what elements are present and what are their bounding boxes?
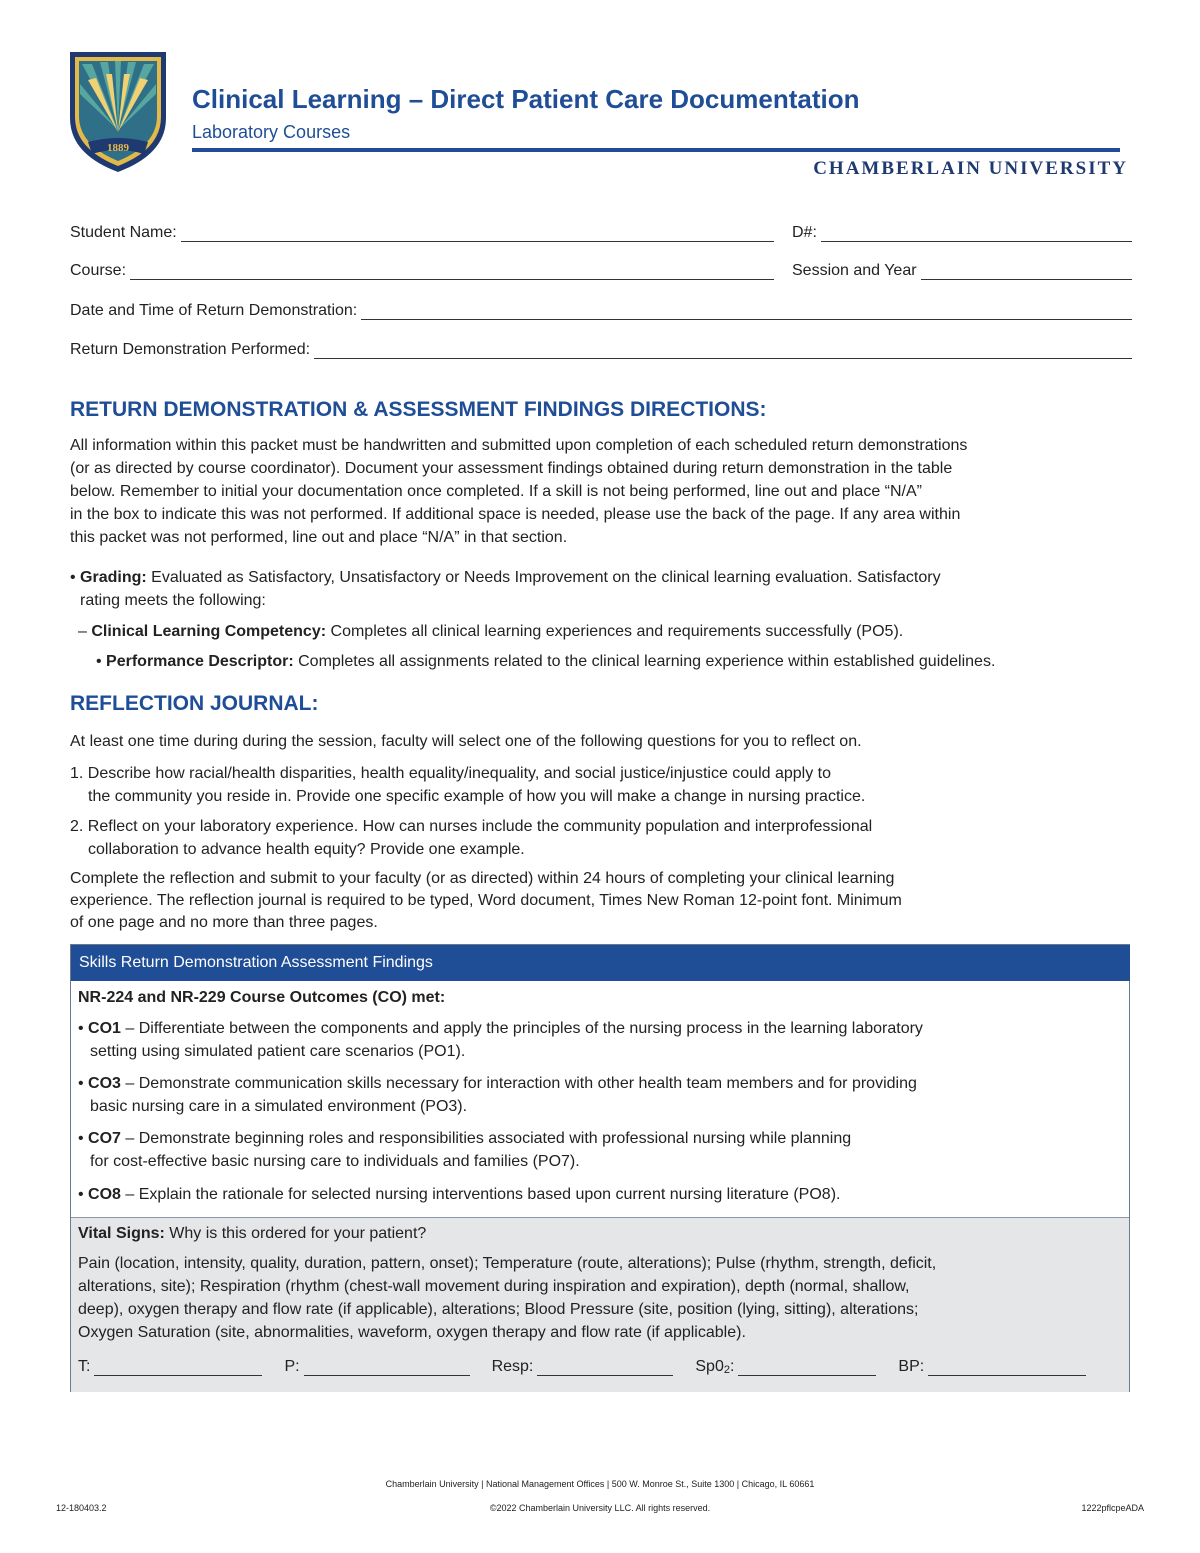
page-title: Clinical Learning – Direct Patient Care Documentation xyxy=(192,84,860,114)
reflection-question-1: 1. Describe how racial/health disparities, health equality/inequality, and social justice/injustice could apply to the community you reside in. Provide one specific example of how you will make a change in nursing practice. xyxy=(70,765,866,805)
page-subtitle: Laboratory Courses xyxy=(192,122,351,142)
university-logo xyxy=(66,50,170,174)
footer-left-code: 12-180403.2 xyxy=(56,1503,107,1513)
university-name: CHAMBERLAIN UNIVERSITY xyxy=(813,158,1128,179)
vitals-entry-row xyxy=(78,1358,1118,1376)
reflection-heading: REFLECTION JOURNAL: xyxy=(70,692,319,715)
table-header: Skills Return Demonstration Assessment Findings xyxy=(71,945,1130,981)
footer-copyright: ©2022 Chamberlain University LLC. All rights reserved. xyxy=(489,1503,711,1513)
footer-address: Chamberlain University | National Management Offices | 500 W. Monroe St., Suite 1300 | Chicago, IL 60661 xyxy=(385,1479,815,1489)
directions-body: All information within this packet must be handwritten and submitted upon completion of each scheduled return demonstrations (or as directed by course coordinator). Document your assessment findings obtained during return demonstration in the table below. Remember to initial your documentation once completed. If a skill is not being performed, line out and place “N/A” in the box to indicate this was not performed. If additional space is needed, please use the back of the page. If any area within this packet was not performed, line out and place “N/A” in that section. xyxy=(70,437,968,546)
respiration-field[interactable]: Resp: xyxy=(492,1358,674,1376)
logo-year: 1889 xyxy=(107,142,129,154)
demo-performed-field[interactable]: Return Demonstration Performed: xyxy=(70,341,1132,359)
session-year-field[interactable]: Session and Year xyxy=(792,262,1132,280)
reflection-question-2: 2. Reflect on your laboratory experience. How can nurses include the community population and interprofessional collaboration to advance health equity? Provide one example. xyxy=(70,818,873,858)
spo2-field[interactable]: Sp0 2 : xyxy=(695,1358,876,1376)
pulse-field[interactable]: P: xyxy=(284,1358,469,1376)
grading-bullet: • Grading: Evaluated as Satisfactory, Unsatisfactory or Needs Improvement on the clinical learning evaluation. Satisfactory rating meets the following: xyxy=(70,569,941,609)
student-name-field[interactable]: Student Name: xyxy=(70,224,774,242)
d-number-field[interactable]: D#: xyxy=(792,224,1132,242)
reflection-intro: At least one time during during the session, faculty will select one of the following questions for you to reflect on. xyxy=(70,733,862,750)
bp-field[interactable]: BP: xyxy=(898,1358,1086,1376)
reflection-instructions: Complete the reflection and submit to your faculty (or as directed) within 24 hours of completing your clinical learning experience. The reflection journal is required to be typed, Word document, Times New Roman 12-point font. Minimum of one page and no more than three pages. xyxy=(70,870,902,931)
directions-heading: RETURN DEMONSTRATION & ASSESSMENT FINDINGS DIRECTIONS: xyxy=(70,398,767,421)
temperature-field[interactable]: T: xyxy=(78,1358,262,1376)
co3-item: • CO3 – Demonstrate communication skills necessary for interaction with other health team members and for providing basic nursing care in a simulated environment (PO3). xyxy=(78,1075,917,1115)
date-time-field[interactable]: Date and Time of Return Demonstration: xyxy=(70,302,1132,320)
outcomes-heading: NR-224 and NR-229 Course Outcomes (CO) met: xyxy=(78,989,446,1006)
header-rule xyxy=(192,148,1120,152)
footer-right-code: 1222pflcpeADA xyxy=(1081,1503,1144,1513)
co1-item: • CO1 – Differentiate between the components and apply the principles of the nursing process in the learning laboratory setting using simulated patient care scenarios (PO1). xyxy=(78,1020,923,1060)
competency-item: – Clinical Learning Competency: Completes all clinical learning experiences and requirements successfully (PO5). xyxy=(78,623,904,640)
vital-signs-question: Vital Signs: Why is this ordered for your patient? xyxy=(78,1225,427,1242)
vital-signs-text: Pain (location, intensity, quality, duration, pattern, onset); Temperature (route, alterations); Pulse (rhythm, strength, deficit, alterations, site); Respiration (rhythm (chest-wall movement during inspiration and expiration), depth (normal, shallow, deep), oxygen therapy and flow rate (if applicable), alterations; Blood Pressure (site, position (lying, sitting), alterations; Oxygen Saturation (site, abnormalities, waveform, oxygen therapy and flow rate (if applicable). xyxy=(78,1255,937,1341)
course-field[interactable]: Course: xyxy=(70,262,774,280)
co8-item: • CO8 – Explain the rationale for selected nursing interventions based upon current nursing literature (PO8). xyxy=(78,1186,841,1203)
co7-item: • CO7 – Demonstrate beginning roles and responsibilities associated with professional nursing while planning for cost-effective basic nursing care to individuals and families (PO7). xyxy=(78,1130,852,1170)
descriptor-item: • Performance Descriptor: Completes all assignments related to the clinical learning experience within established guidelines. xyxy=(96,653,996,670)
